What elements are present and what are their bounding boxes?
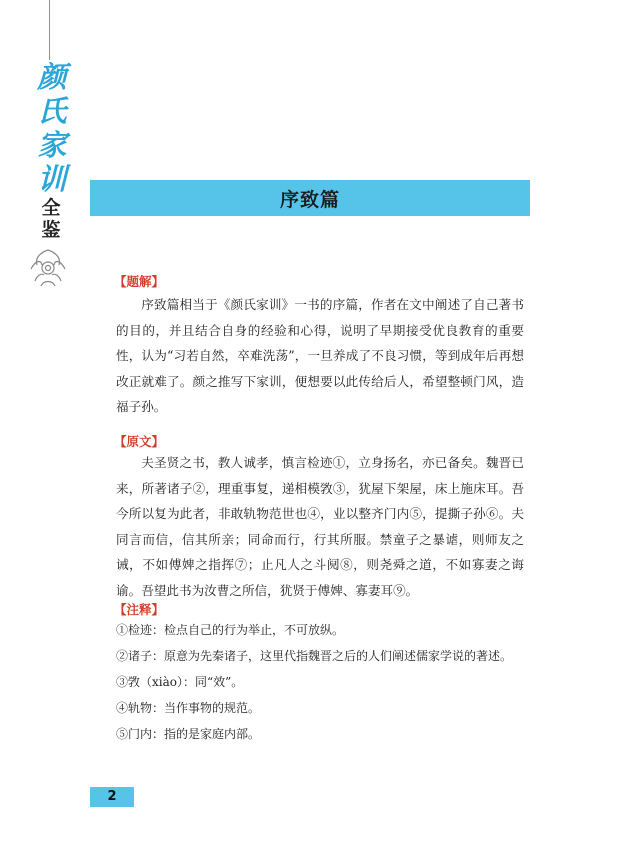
notes-list [116, 620, 524, 750]
book-title-vertical [32, 60, 72, 196]
note-item: ②诸子：原意为先秦诸子，这里代指魏晋之后的人们阐述儒家学说的著述。 [116, 649, 513, 663]
subtitle-char: 全 [41, 197, 61, 219]
page-number: 2 [90, 787, 134, 807]
note-item: ①检迹：检点自己的行为举止，不可放纵。 [116, 623, 345, 637]
note-item: ⑤门内：指的是家庭内部。 [116, 727, 261, 741]
note-item: ③敩（xiào）：同“效”。 [116, 675, 244, 689]
paragraph-tijie: 序致篇相当于《颜氏家训》一书的序篇，作者在文中阐述了自己著书的目的，并且结合自身的经验和心得，说明了早期接受优良教育的重要性，认为“习若自然，卒难洗荡”，一旦养成了不良习惯，等到成年后再想改正就难了。颜之推写下家训，便想要以此传给后人，希望整顿门风，造福子孙。 [116, 297, 524, 414]
book-subtitle-vertical [38, 197, 64, 241]
book-title-char: 氏 [37, 94, 67, 128]
book-title-char: 训 [37, 162, 67, 196]
paragraph-yuanwen: 夫圣贤之书，教人诚孝，慎言检迹①，立身扬名，亦已备矣。魏晋已来，所著诸子②，理重事复，递相模敩③，犹屋下架屋，床上施床耳。吾今所以复为此者，非敢轨物范世也④，业以整齐门内⑤，提撕子孙⑥。夫同言而信，信其所亲；同命而行，行其所服。禁童子之暴谑，则师友之诫，不如傅婢之指挥⑦；止凡人之斗阋⑧，则尧舜之道，不如寡妻之诲谕。吾望此书为汝曹之所信，犹贤于傅婢、寡妻耳⑨。 [116, 455, 524, 598]
section-label-tijie: 【题解】 [114, 274, 165, 289]
ornament-icon [27, 247, 69, 289]
section-label-yuanwen: 【原文】 [114, 434, 165, 449]
book-title-char: 颜 [37, 60, 67, 94]
note-item: ④轨物：当作事物的规范。 [116, 701, 261, 715]
side-decoration-line [49, 0, 50, 60]
chapter-title-bar [90, 180, 530, 216]
chapter-title: 序致篇 [279, 188, 340, 211]
subtitle-char: 鉴 [41, 219, 61, 241]
section-label-zhushi: 【注释】 [114, 602, 165, 617]
book-title-char: 家 [37, 128, 67, 162]
